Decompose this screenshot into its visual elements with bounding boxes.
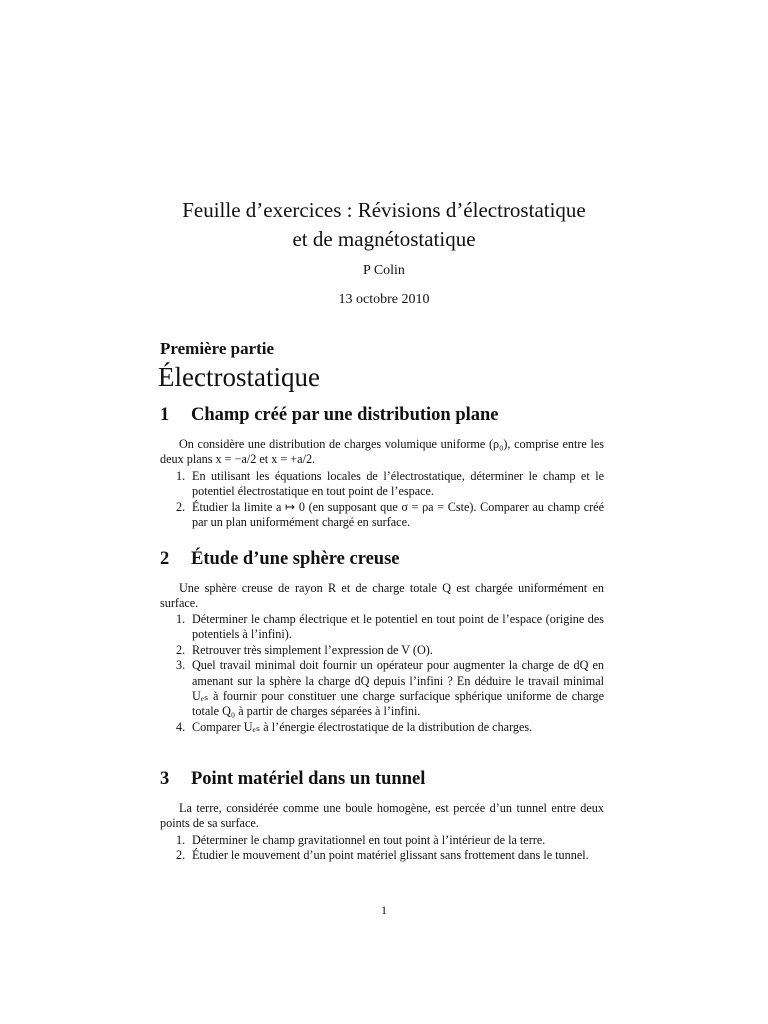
title-line-1: Feuille d’exercices : Révisions d’électrostatique bbox=[182, 198, 586, 222]
section-number: 2 bbox=[160, 549, 170, 569]
item-text: En utilisant les équations locales de l’électrostatique, déterminer le champ et le potentiel électrostatique en tout point de l’espace. bbox=[192, 469, 604, 499]
item-number: 2. bbox=[176, 499, 186, 514]
list-item bbox=[160, 500, 604, 531]
exercise-list bbox=[160, 833, 604, 864]
document-title bbox=[0, 196, 768, 254]
list-item bbox=[160, 720, 604, 735]
exercise-list bbox=[160, 469, 604, 531]
page-number: 1 bbox=[381, 903, 387, 917]
item-number: 2. bbox=[176, 642, 186, 657]
item-text: Déterminer le champ gravitationnel en tout point à l’intérieur de la terre. bbox=[192, 833, 546, 847]
exercise-list bbox=[160, 612, 604, 735]
section-intro: Une sphère creuse de rayon R et de charge totale Q est chargée uniformément en surface. bbox=[160, 581, 604, 611]
section-heading bbox=[160, 549, 399, 570]
section-heading bbox=[160, 405, 499, 426]
section-intro: On considère une distribution de charges volumique uniforme (ρ₀), comprise entre les deux plans x = −a/2 et x = +a/2. bbox=[160, 437, 604, 467]
section-title: Étude d’une sphère creuse bbox=[191, 549, 400, 569]
section-number: 3 bbox=[160, 769, 170, 789]
item-text: Retrouver très simplement l’expression de V (O). bbox=[192, 642, 433, 657]
item-text: Comparer Uₑₛ à l’énergie électrostatique de la distribution de charges. bbox=[192, 719, 533, 734]
section-number: 1 bbox=[160, 405, 170, 425]
list-item bbox=[160, 612, 604, 643]
list-item bbox=[160, 848, 604, 863]
item-text: Quel travail minimal doit fournir un opérateur pour augmenter la charge de dQ en amenant sur la sphère la charge dQ depuis l’infini ? En déduire le travail minimal Uₑₛ à fournir pour constituer une charge surfacique sphérique uniforme de charge totale Q₀ à partir de charges séparées à l’infini. bbox=[192, 658, 604, 719]
author: P Colin bbox=[363, 263, 405, 278]
title-line-2: et de magnétostatique bbox=[292, 227, 476, 251]
item-number: 1. bbox=[176, 833, 186, 847]
list-item bbox=[160, 469, 604, 500]
part-label: Première partie bbox=[160, 339, 275, 358]
list-item bbox=[160, 658, 604, 720]
list-item bbox=[160, 643, 604, 658]
section-heading bbox=[160, 769, 425, 790]
part-title: Électrostatique bbox=[158, 362, 320, 392]
item-number: 1. bbox=[176, 469, 186, 483]
item-number: 1. bbox=[176, 612, 186, 626]
list-item bbox=[160, 833, 604, 848]
section-intro: La terre, considérée comme une boule homogène, est percée d’un tunnel entre deux points de sa surface. bbox=[160, 801, 604, 831]
item-text: Étudier le mouvement d’un point matériel glissant sans frottement dans le tunnel. bbox=[192, 848, 589, 863]
date: 13 octobre 2010 bbox=[338, 292, 430, 307]
item-number: 2. bbox=[176, 848, 186, 863]
item-text: Déterminer le champ électrique et le potentiel en tout point de l’espace (origine des potentiels à l’infini). bbox=[192, 612, 604, 642]
section-title: Champ créé par une distribution plane bbox=[191, 405, 499, 425]
item-number: 4. bbox=[176, 719, 186, 734]
item-text: Étudier la limite a ↦ 0 (en supposant que σ = ρa = Cste). Comparer au champ créé par un plan uniformément chargé en surface. bbox=[192, 499, 604, 530]
item-number: 3. bbox=[176, 658, 186, 673]
section-title: Point matériel dans un tunnel bbox=[191, 769, 426, 789]
